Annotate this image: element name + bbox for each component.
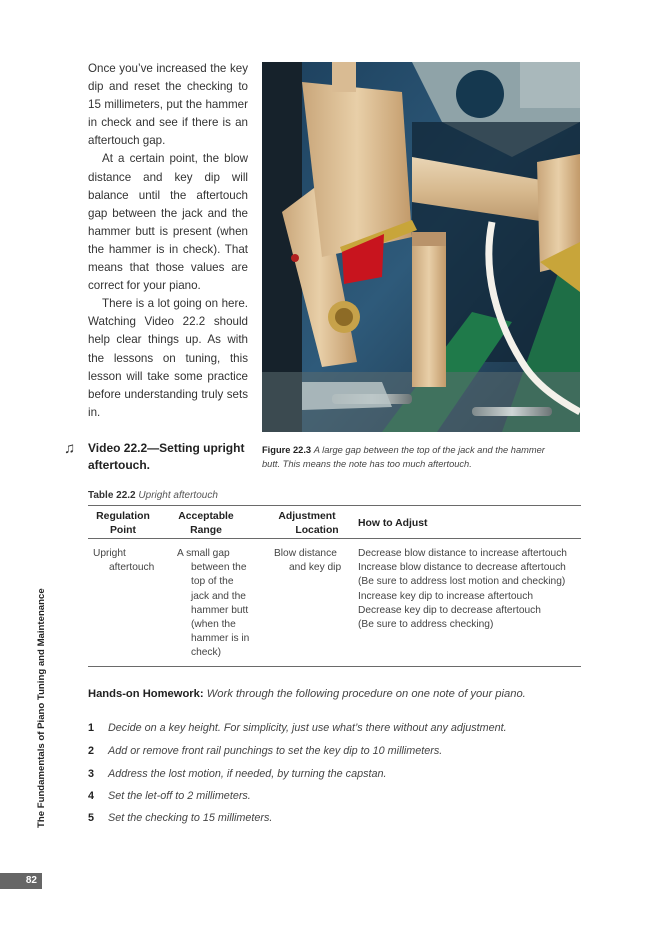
table-header-rule <box>88 538 581 539</box>
table-bottom-rule <box>88 666 581 667</box>
cell-adjustment-location: Blow distance and key dip <box>274 548 342 574</box>
body-text <box>88 60 248 422</box>
homework-step: 2 Add or remove front rail punchings to set the key dip to 10 millimeters. <box>88 745 443 757</box>
homework-step: 4 Set the let-off to 2 millimeters. <box>88 790 251 802</box>
running-book-title: The Fundamentals of Piano Tuning and Maintenance <box>36 588 47 828</box>
video-title-line2: aftertouch. <box>88 458 151 472</box>
caption-line2: butt. This means the note has too much aftertouch. <box>262 458 472 469</box>
paragraph-1: Once you’ve increased the key dip and reset the checking to 15 millimeters, put the hammer in check and see if there is an aftertouch gap. <box>88 62 248 148</box>
header-acceptable-range: Acceptable Range <box>178 511 234 536</box>
caption-line1: A large gap between the top of the jack and the hammer <box>313 445 545 455</box>
video-title-line1: Video 22.2—Setting upright <box>88 441 245 455</box>
homework-intro-text: Work through the following procedure on one note of your piano. <box>206 688 526 700</box>
cell-acceptable-range: A small gap between the top of the jack and the hammer butt (when the hammer is in check) <box>177 548 250 659</box>
video-reference[interactable] <box>64 440 254 474</box>
cell-regulation-point: Upright aftertouch <box>93 548 155 574</box>
header-how-to-adjust: How to Adjust <box>358 518 428 529</box>
header-regulation-point: Regulation Point <box>96 511 150 536</box>
page-number: 82 <box>0 873 42 889</box>
music-note-icon: ♫ <box>64 440 76 457</box>
homework-step: 3 Address the lost motion, if needed, by turning the capstan. <box>88 768 387 780</box>
figure-caption <box>262 444 582 471</box>
table-label: Table 22.2 <box>88 490 136 501</box>
homework-label: Hands-on Homework: <box>88 688 204 700</box>
header-adjustment-location: Adjustment Location <box>278 511 339 536</box>
homework-step: 1 Decide on a key height. For simplicity, just use what’s there without any adjustment. <box>88 722 507 734</box>
cell-how-to-adjust: Decrease blow distance to increase aftertouch Increase blow distance to decrease aftertouch (Be sure to address lost motion and checking) Increase key dip to increase aftertouch Decrease key dip to decrease aftertouch (Be sure to address checking) <box>358 548 567 631</box>
homework-step: 5 Set the checking to 15 millimeters. <box>88 812 273 824</box>
figure-photo <box>262 62 580 432</box>
homework-intro <box>88 688 526 700</box>
paragraph-3: There is a lot going on here. Watching Video 22.2 should help clear things up. As with the lessons on tuning, this lesson will take some practice before understanding truly sets in. <box>88 297 248 419</box>
table-caption <box>88 490 218 501</box>
paragraph-2: At a certain point, the blow distance and key dip will balance until the aftertouch gap between the jack and the hammer butt is present (when the hammer is in check). That means that those values are correct for your piano. <box>88 152 248 293</box>
figure-label: Figure 22.3 <box>262 445 312 455</box>
table-title: Upright aftertouch <box>138 490 218 501</box>
table-top-rule <box>88 505 581 506</box>
